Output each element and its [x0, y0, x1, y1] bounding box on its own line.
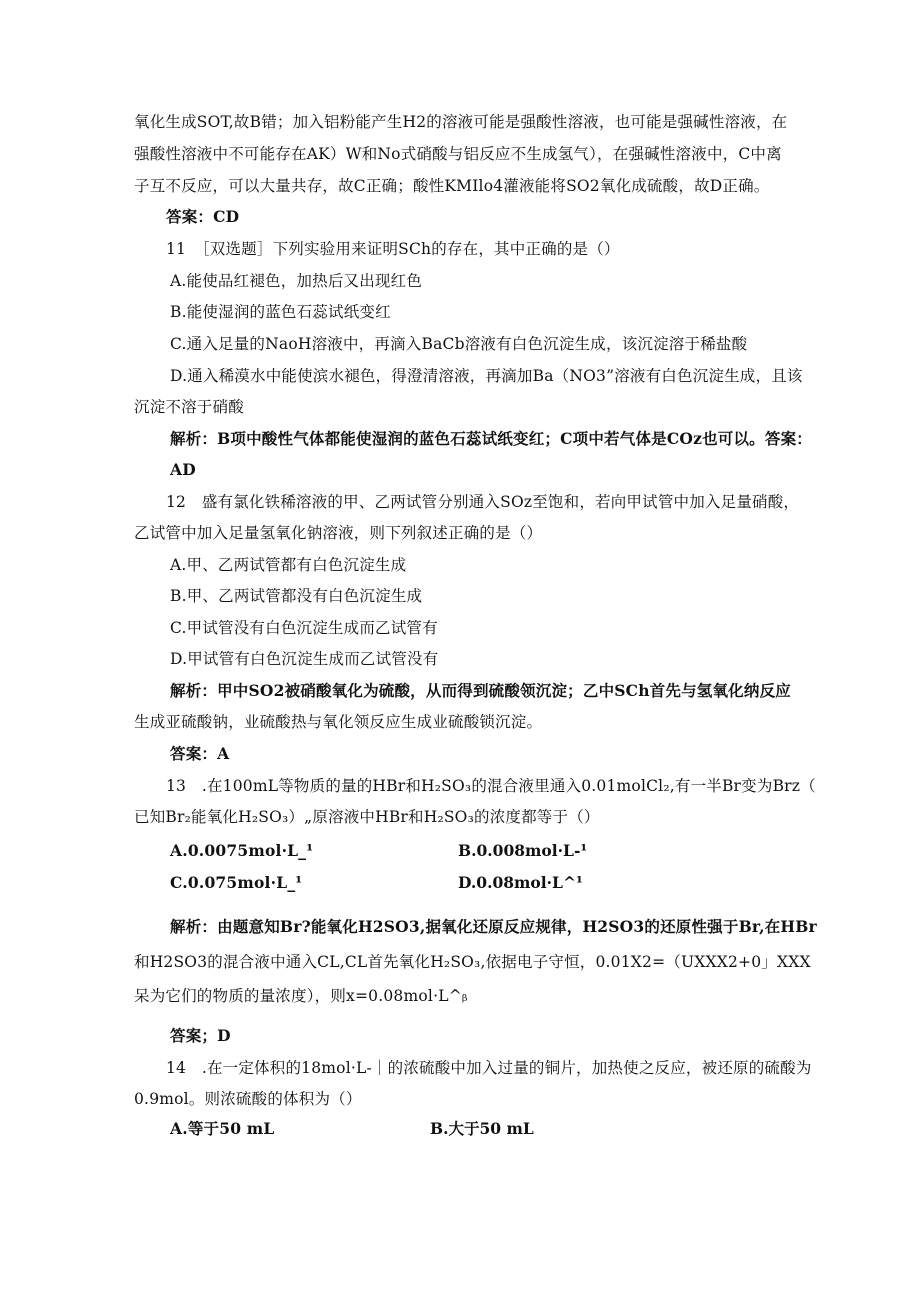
option-d: D.甲试管有白色沉淀生成而乙试管没有: [170, 650, 439, 668]
option-d: D.通入稀漠水中能使滨水褪色，得澄清溶液，再滴加Ba（NO3”溶液有白色沉淀生成，且该: [170, 367, 803, 385]
text-line: 生成亚硫酸钠，业硫酸热与氧化领反应生成业硫酸锁沉淀。: [134, 713, 543, 731]
text-line: 呆为它们的物质的量浓度），则x=0.08mol·L^ᵦ: [134, 987, 468, 1005]
option-a: A.能使品红褪色，加热后又出现红色: [170, 272, 423, 290]
answer-line: 答案；D: [170, 1026, 231, 1045]
text-line: 乙试管中加入足量氢氧化钠溶液，则下列叙述正确的是（）: [134, 524, 543, 542]
option-b: B.甲、乙两试管都没有白色沉淀生成: [170, 587, 423, 605]
option-b: B.大于50 mL: [430, 1119, 534, 1138]
analysis-line: 解析：甲中SO2被硝酸氧化为硫酸，从而得到硫酸领沉淀；乙中SCh首先与氢氧化纳反应: [170, 681, 791, 700]
option-c: C.通入足量的NaoH溶液中，再滴入BaCb溶液有白色沉淀生成，该沉淀溶于稀盐酸: [170, 335, 748, 353]
text-line: 已知Br₂能氧化H₂SO₃）„原溶液中HBr和H₂SO₃的浓度都等于（）: [134, 808, 600, 826]
text-line: 强酸性溶液中不可能存在AK）W和No式硝酸与铝反应不生成氢气），在强碱性溶液中，C中离: [134, 145, 782, 163]
text-line: 0.9mol。则浓硫酸的体积为（）: [134, 1090, 362, 1108]
question-13: 13 .在100mL等物质的量的HBr和H₂SO₃的混合液里通入0.01molCl₂,有一半Br变为Brz（: [166, 777, 816, 795]
text-line: 沉淀不溶于硝酸: [134, 398, 244, 416]
question-11: 11 ［双选题］下列实验用来证明SCh的存在，其中正确的是（）: [166, 240, 620, 258]
answer-line: AD: [170, 460, 196, 479]
option-d: D.0.08mol·L^¹: [458, 873, 583, 892]
answer-line: 答案：CD: [166, 207, 240, 226]
option-a: A.甲、乙两试管都有白色沉淀生成: [170, 556, 407, 574]
analysis-line: 解析：由题意知Br?能氧化H2SO3,据氧化还原反应规律，H2SO3的还原性强于Br,在HBr: [170, 917, 817, 936]
analysis-line: 解析：B项中酸性气体都能使湿润的蓝色石蕊试纸变红；C项中若气体是COz也可以。答案：: [170, 429, 812, 448]
question-12: 12 盛有氯化铁稀溶液的甲、乙两试管分别通入SOz至饱和，若向甲试管中加入足量硝酸，: [166, 493, 800, 511]
option-c: C.甲试管没有白色沉淀生成而乙试管有: [170, 619, 438, 637]
option-a: A.0.0075mol·L_¹: [170, 841, 314, 860]
option-b: B.能使湿润的蓝色石蕊试纸变红: [170, 303, 391, 321]
text-line: 子互不反应，可以大量共存，故C正确；酸性KMIlo4灌液能将SO2氧化成硫酸，故D正确。: [134, 177, 770, 195]
option-c: C.0.075mol·L_¹: [170, 873, 303, 892]
text-line: 和H2SO3的混合液中通入CL,CL首先氧化H₂SO₃,依据电子守恒，0.01X2=（UXXX2+0」XXX: [134, 953, 811, 971]
question-14: 14 .在一定体积的18mol·L-｜的浓硫酸中加入过量的铜片，加热使之反应，被还原的硫酸为: [166, 1059, 812, 1077]
text-line: 氧化生成SOT,故B错；加入铝粉能产生H2的溶液可能是强酸性溶液，也可能是强碱性溶液，在: [134, 113, 788, 131]
option-a: A.等于50 mL: [170, 1119, 275, 1138]
option-b: B.0.008mol·L-¹: [458, 841, 588, 860]
answer-line: 答案：A: [170, 744, 230, 763]
